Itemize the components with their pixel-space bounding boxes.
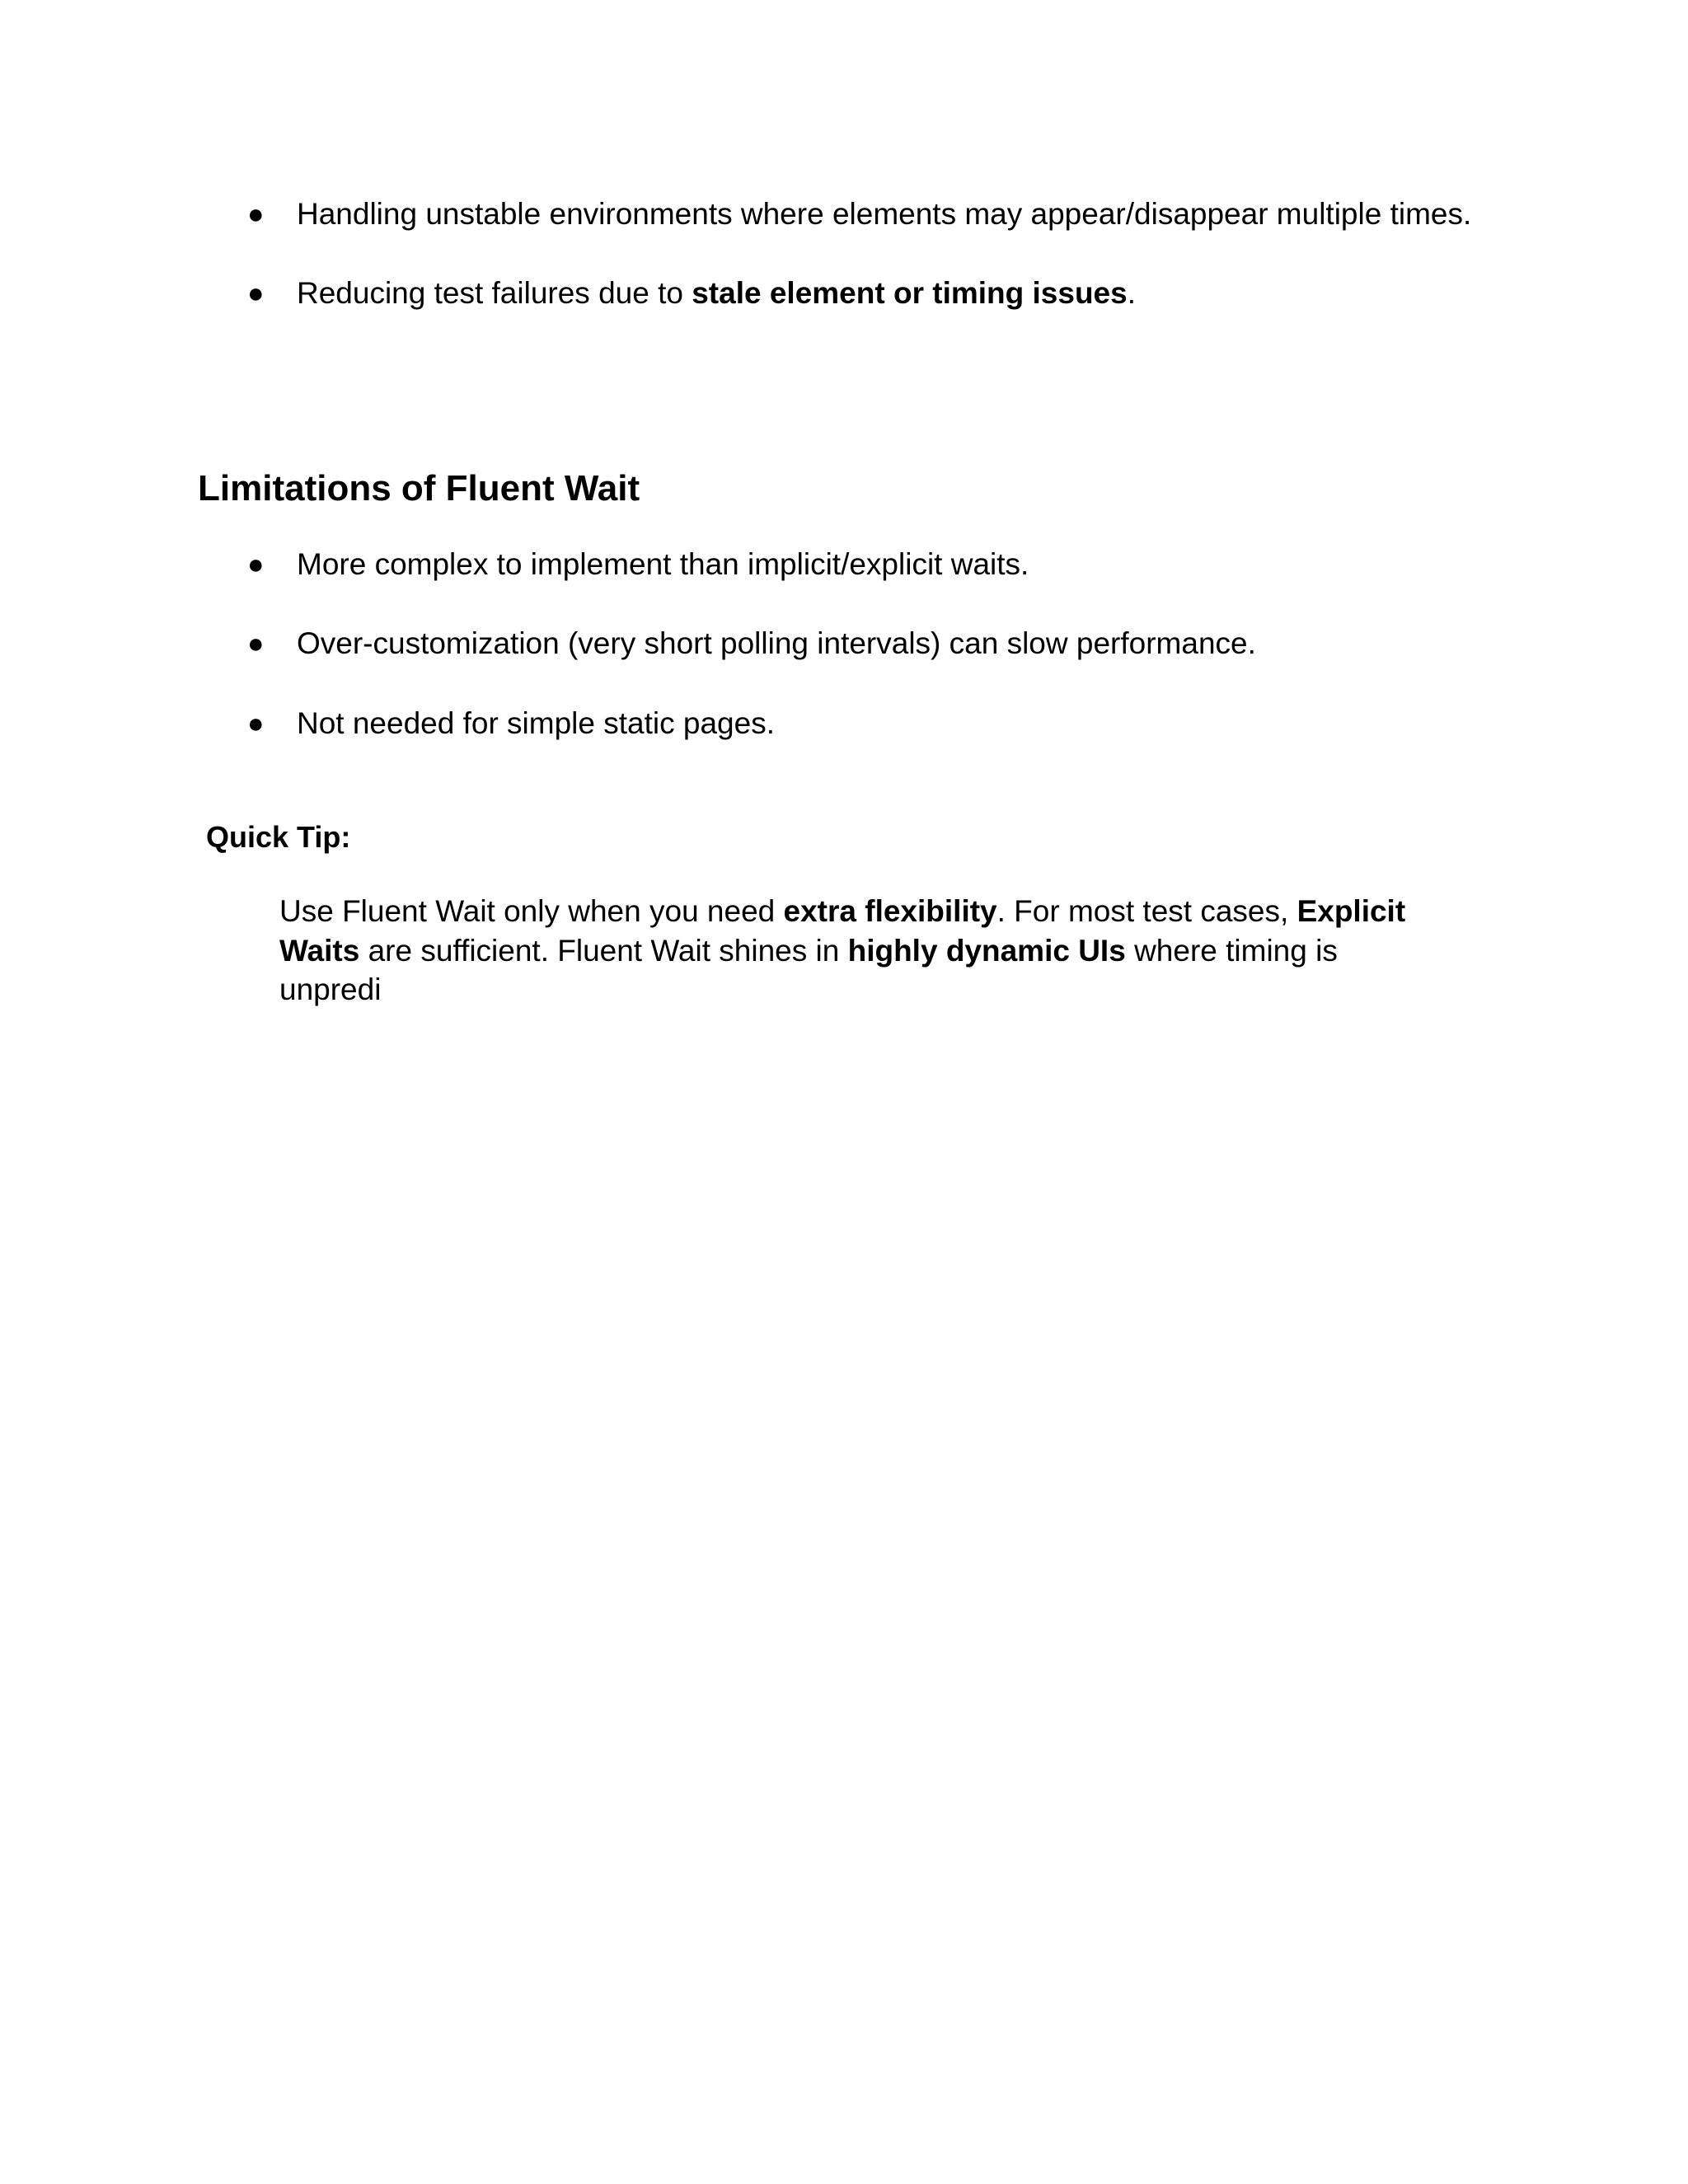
tip-label: Quick Tip: — [206, 820, 351, 854]
bold-phrase: highly dynamic UIs — [847, 933, 1126, 968]
bold-phrase: extra flexibility — [783, 894, 997, 928]
section-heading: Limitations of Fluent Wait — [198, 468, 640, 509]
list-item-text: Handling unstable environments where elements may appear/disappear multiple times. — [297, 197, 1472, 231]
list-item-text: Over-customization (very short polling intervals) can slow performance. — [297, 626, 1256, 660]
list-item-text: Reducing test failures due to stale element or timing issues. — [297, 276, 1136, 310]
bullet-icon: ● — [247, 199, 265, 230]
bullet-icon: ● — [247, 708, 265, 739]
bold-phrase: stale element or timing issues — [692, 276, 1128, 310]
list-item-text: More complex to implement than implicit/explicit waits. — [297, 547, 1029, 581]
bullet-icon: ● — [247, 278, 265, 309]
list-item-text: Not needed for simple static pages. — [297, 706, 775, 740]
bullet-icon: ● — [247, 549, 265, 580]
tip-paragraph: Use Fluent Wait only when you need extra flexibility. For most test cases, Explicit Waits are sufficient. Fluent Wait shines in highly dynamic UIs where timing is unpredi — [279, 894, 1406, 1006]
bold-phrase: Explicit Waits — [279, 894, 1406, 968]
bullet-icon: ● — [247, 628, 265, 659]
